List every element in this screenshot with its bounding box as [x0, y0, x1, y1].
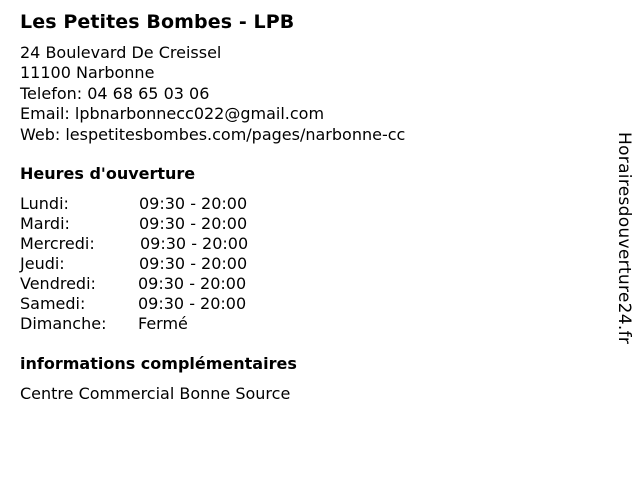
street-address: 24 Boulevard De Creissel: [20, 43, 222, 62]
hours-row-thursday: [20, 254, 248, 274]
additional-info-text: Centre Commercial Bonne Source: [20, 384, 291, 403]
day-label: Dimanche:: [20, 314, 107, 333]
shop-name: Les Petites Bombes - LPB: [20, 11, 295, 33]
time-value: 09:30 - 20:00: [139, 254, 248, 273]
day-label: Vendredi:: [20, 274, 96, 293]
day-label: Mercredi:: [20, 234, 95, 253]
city: 11100 Narbonne: [20, 63, 155, 83]
hours-row-tuesday: [20, 214, 248, 234]
phone: Telefon: 04 68 65 03 06: [20, 83, 210, 103]
hours-row-monday: [20, 194, 248, 214]
day-label: Jeudi:: [20, 254, 65, 273]
hours-row-wednesday: [20, 234, 248, 254]
opening-hours-table: [20, 194, 248, 334]
time-value: 09:30 - 20:00: [138, 274, 247, 293]
email: Email: lpbnarbonnecc022@gmail.com: [20, 104, 325, 124]
time-value: 09:30 - 20:00: [140, 234, 249, 253]
day-label: Samedi:: [20, 294, 86, 313]
hours-row-sunday: [20, 314, 248, 334]
time-value: 09:30 - 20:00: [139, 194, 248, 213]
website: Web: lespetitesbombes.com/pages/narbonne-cc: [20, 124, 406, 144]
time-value: 09:30 - 20:00: [138, 294, 247, 313]
time-value: Fermé: [138, 314, 188, 333]
hours-row-friday: [20, 274, 248, 294]
time-value: 09:30 - 20:00: [139, 214, 248, 233]
hours-row-saturday: [20, 294, 248, 314]
additional-info-heading: informations complémentaires: [20, 354, 297, 373]
day-label: Lundi:: [20, 194, 69, 213]
site-watermark: Horairesdouverture24.fr: [614, 132, 634, 345]
day-label: Mardi:: [20, 214, 70, 233]
contact-block: [20, 43, 405, 145]
opening-hours-heading: Heures d'ouverture: [20, 164, 196, 183]
